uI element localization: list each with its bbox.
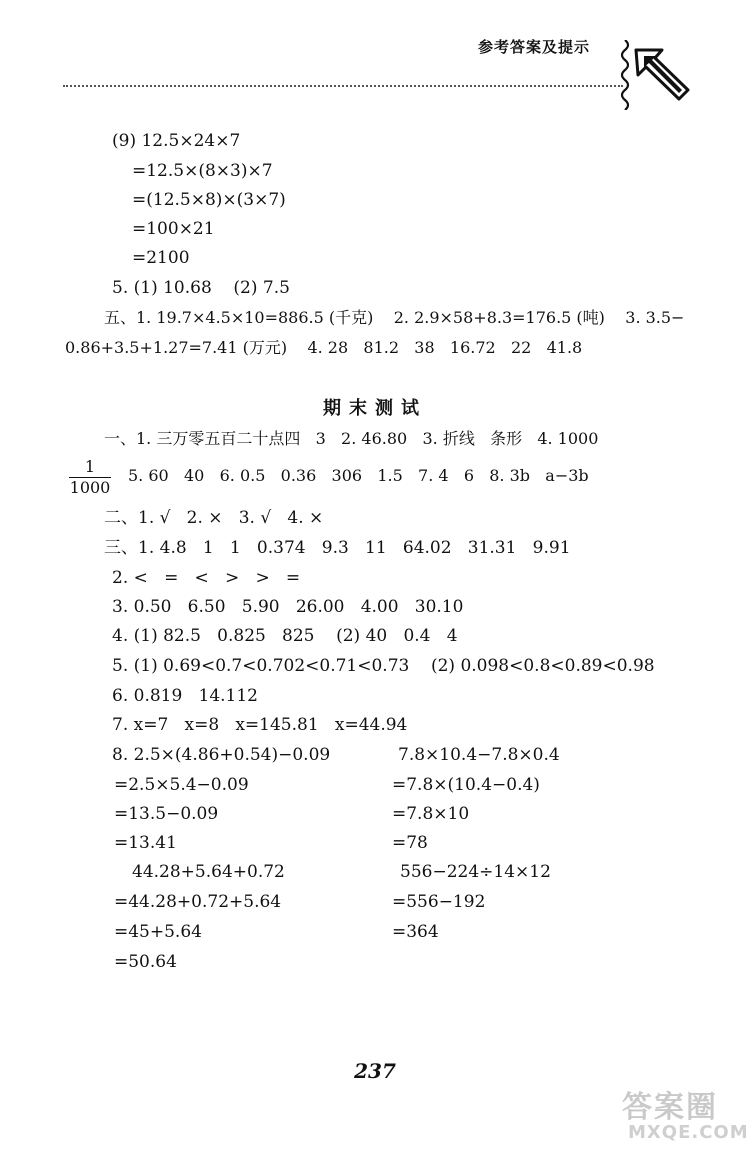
fraction-numerator: 1 [84, 457, 96, 476]
calc-right-line: =556−192 [392, 892, 486, 912]
answer-line: 一、1. 三万零五百二十点四 3 2. 46.80 3. 折线 条形 4. 1000 [104, 429, 599, 448]
section-title: 期末测试 [323, 398, 427, 419]
answer-line: 0.86+3.5+1.27=7.41 (万元) 4. 28 81.2 38 16.72 22 41.8 [65, 338, 583, 357]
watermark-logo: 答案圈 [622, 1090, 718, 1125]
answer-line: =100×21 [132, 219, 215, 239]
page-number: 237 [354, 1059, 396, 1083]
answer-line: =(12.5×8)×(3×7) [132, 190, 286, 210]
answer-line: (9) 12.5×24×7 [112, 131, 241, 151]
calc-right-line: =7.8×(10.4−0.4) [392, 775, 540, 795]
answer-line: 7. x=7 x=8 x=145.81 x=44.94 [112, 715, 408, 735]
fraction [69, 458, 111, 497]
header-title: 参考答案及提示 [478, 38, 591, 56]
header-wavy-line [618, 40, 632, 110]
fraction-denominator: 1000 [69, 478, 111, 497]
watermark-url: MXQE.COM [628, 1122, 749, 1143]
arrow-icon [632, 46, 692, 102]
answer-line: 3. 0.50 6.50 5.90 26.00 4.00 30.10 [112, 597, 464, 617]
calc-right-line: 556−224÷14×12 [400, 862, 551, 882]
answer-line: 2. < = < > > = [112, 568, 301, 588]
calc-right-line: 7.8×10.4−7.8×0.4 [398, 745, 560, 765]
calc-left-line: =13.5−0.09 [114, 804, 219, 824]
answer-line: 五、1. 19.7×4.5×10=886.5 (千克) 2. 2.9×58+8.3=176.5 (吨) 3. 3.5− [104, 308, 685, 327]
answer-line: 5. 60 40 6. 0.5 0.36 306 1.5 7. 4 6 8. 3b a−3b [128, 466, 589, 485]
answer-line: 4. (1) 82.5 0.825 825 (2) 40 0.4 4 [112, 626, 458, 646]
answer-line: 6. 0.819 14.112 [112, 686, 258, 706]
calc-left-line: =45+5.64 [114, 922, 202, 942]
calc-right-line: =364 [392, 922, 439, 942]
calc-left-line: =2.5×5.4−0.09 [114, 775, 249, 795]
calc-right-line: =78 [392, 833, 428, 853]
header-dotted-rule [63, 85, 623, 87]
calc-left-line: 8. 2.5×(4.86+0.54)−0.09 [112, 745, 331, 765]
answer-line: 5. (1) 0.69<0.7<0.702<0.71<0.73 (2) 0.098<0.8<0.89<0.98 [112, 656, 655, 676]
calc-right-line: =7.8×10 [392, 804, 470, 824]
calc-left-line: =44.28+0.72+5.64 [114, 892, 282, 912]
calc-left-line: 44.28+5.64+0.72 [132, 862, 285, 882]
calc-left-line: =13.41 [114, 833, 177, 853]
answer-line: =12.5×(8×3)×7 [132, 161, 273, 181]
answer-line: =2100 [132, 248, 190, 268]
answer-line: 二、1. √ 2. × 3. √ 4. × [104, 508, 324, 528]
answer-line: 5. (1) 10.68 (2) 7.5 [112, 278, 290, 298]
answer-line: 三、1. 4.8 1 1 0.374 9.3 11 64.02 31.31 9.91 [104, 538, 571, 558]
calc-left-line: =50.64 [114, 952, 177, 972]
